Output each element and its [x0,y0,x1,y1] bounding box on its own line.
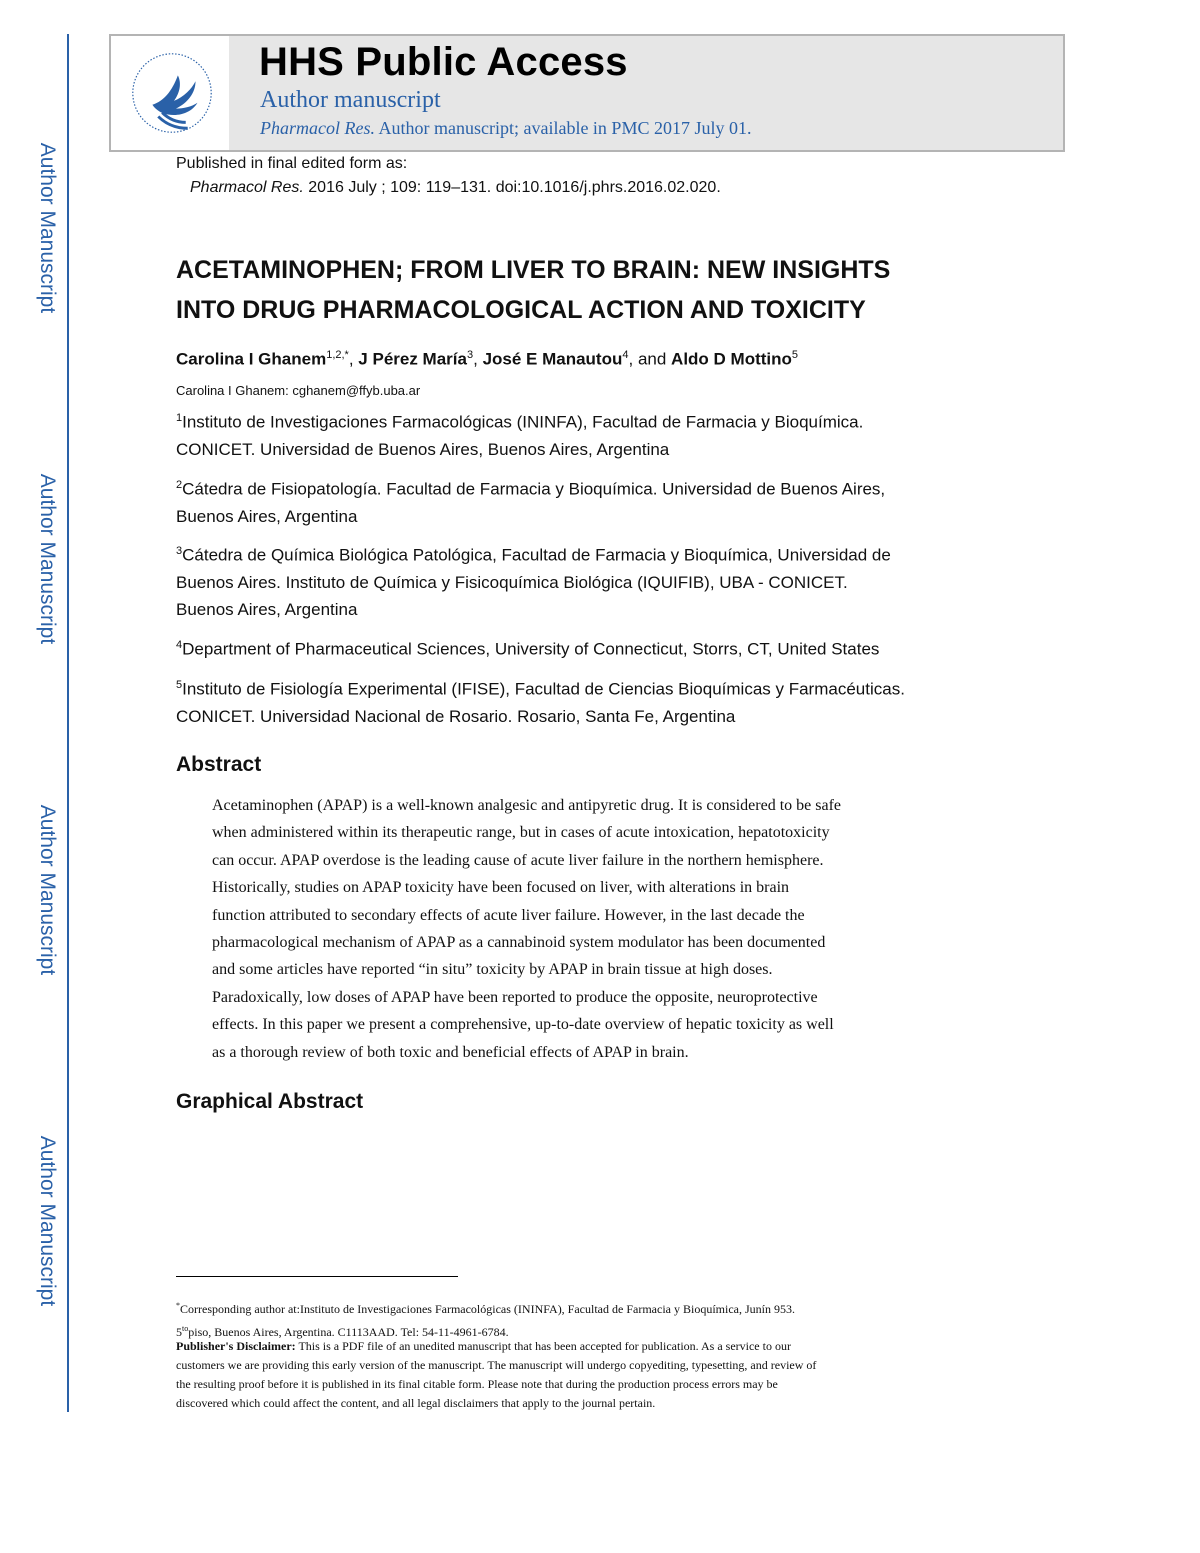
author-list: Carolina I Ghanem$^{1,2,*}$, J Pérez María$^3$, José E Manautou$^4$, and Aldo D Mottino$^5$ [176,349,799,369]
author-name: J Pérez María [358,349,467,369]
published-label: Published in final edited form as: [176,155,408,172]
availability-line: Pharmacol Res. Author manuscript; available in PMC 2017 July 01. [260,118,752,138]
citation: Pharmacol Res. 2016 July ; 109: 119–131. doi:10.1016/j.phrs.2016.02.020. [190,179,721,196]
affiliation-4: $^4$Department of Pharmaceutical Sciences, University of Connecticut, Storrs, CT, United States [176,639,880,659]
affiliation-2: $^2$Cátedra de Fisiopatología. Facultad de Farmacia y Bioquímica. Universidad de Buenos Aires, Buenos Aires, Argentina [176,479,886,526]
hhs-eagle-logo [123,44,221,142]
hhs-title: HHS Public Access [259,40,628,84]
article-title: ACETAMINOPHEN; FROM LIVER TO BRAIN: NEW INSIGHTS INTO DRUG PHARMACOLOGICAL ACTION AND TOXICITY [176,256,891,324]
author-name: José E Manautou [482,349,623,369]
margin-rule [67,34,69,1412]
publisher-disclaimer: Publisher's Disclaimer: This is a PDF file of an unedited manuscript that has been accepted for publication. As a service to our customers we are providing this early version of the manuscript. The manuscript will undergo copyediting, typesetting, and review of the resulting proof before it is published in its final citable form. Please note that during the production process errors may be discovered which could affect the content, and all legal disclaimers that apply to the journal pertain. [176,1339,817,1410]
abstract-body: Acetaminophen (APAP) is a well-known analgesic and antipyretic drug. It is considered to be safe when administered within its therapeutic range, but in cases of acute intoxication, hepatotoxicity can occur. APAP overdose is the leading cause of acute liver failure in the northern hemisphere. Historically, studies on APAP toxicity have been focused on liver, with alterations in brain function attributed to secondary effects of acute liver failure. However, in the last decade the pharmacological mechanism of APAP as a cannabinoid system modulator has been documented and some articles have reported “in situ” toxicity by APAP in brain tissue at high doses. Paradoxically, low doses of APAP have been reported to produce the opposite, neuroprotective effects. In this paper we present a comprehensive, up-to-date overview of hepatic toxicity as well as a thorough review of both toxic and beneficial effects of APAP in brain. [212,797,842,1061]
author-name: Carolina I Ghanem [176,349,327,369]
hhs-header [109,34,1065,152]
abstract-heading: Abstract [176,753,262,776]
footnote-rule [176,1276,458,1277]
author-manuscript-label: Author manuscript [260,87,441,113]
corresponding-footnote: *Corresponding author at:Instituto de Investigaciones Farmacológicas (ININFA), Facultad de Farmacia y Bioquímica, Junín 953. $5^{to}piso$, Buenos Aires, Argentina. C1113AAD. Tel: 54-11-4961-6784. [176,1301,795,1339]
affiliation-5: $^5$Instituto de Fisiología Experimental (IFISE), Facultad de Ciencias Bioquímicas y Farmacéuticas. CONICET. Universidad Nacional de Rosario. Rosario, Santa Fe, Argentina [176,679,905,726]
graphical-abstract-heading: Graphical Abstract [176,1090,364,1113]
affiliation-3: $^3$Cátedra de Química Biológica Patológica, Facultad de Farmacia y Bioquímica, Universidad de Buenos Aires. Instituto de Química y Fisicoquímica Biológica (IQUIFIB), UBA - CONICET. Buenos Aires, Argentina [176,545,891,619]
author-name: Aldo D Mottino [671,349,792,369]
corresponding-email: Carolina I Ghanem: cghanem@ffyb.uba.ar [176,383,421,398]
affiliation-1: $^1$Instituto de Investigaciones Farmacológicas (ININFA), Facultad de Farmacia y Bioquímica. CONICET. Universidad de Buenos Aires, Buenos Aires, Argentina [176,412,864,459]
